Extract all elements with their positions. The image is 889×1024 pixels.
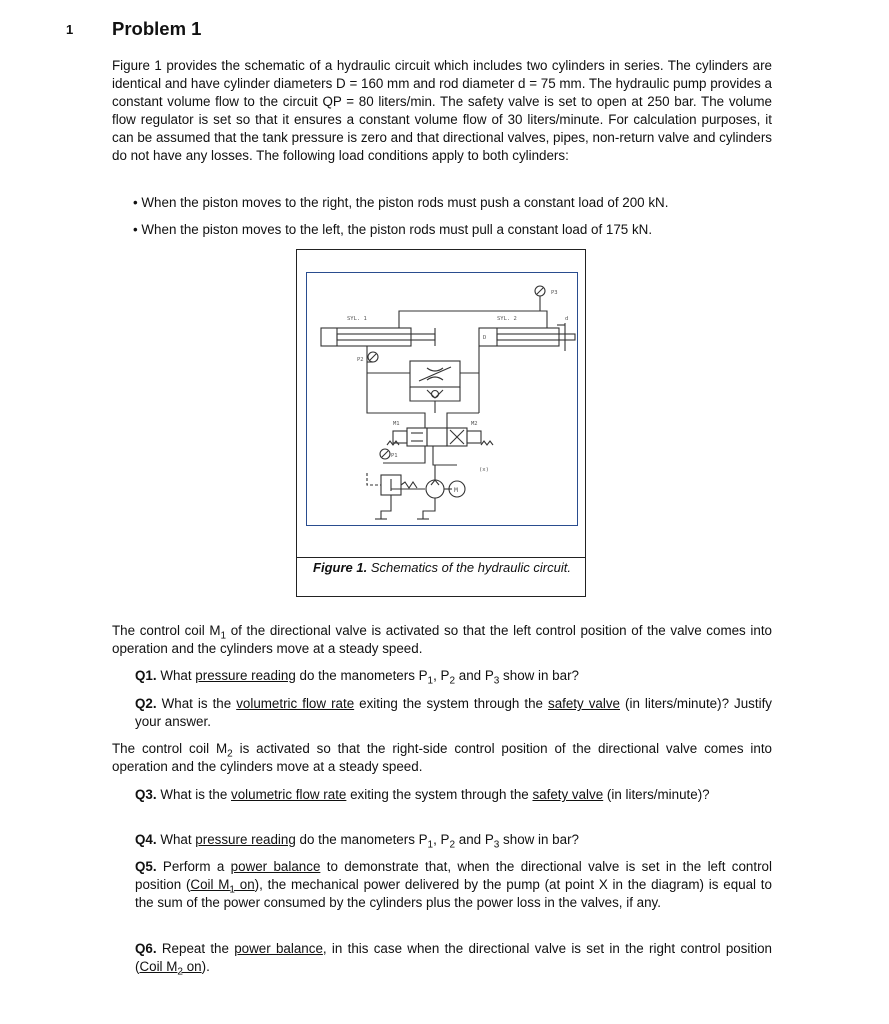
label-p3: P3 bbox=[551, 290, 558, 296]
q5-coil-b: on bbox=[234, 877, 255, 892]
caption-label: Figure 1. bbox=[313, 560, 368, 575]
q1-s1: 1 bbox=[427, 675, 434, 687]
caption-divider bbox=[297, 557, 585, 558]
figure-1 bbox=[296, 249, 586, 597]
load-condition-left: • When the piston moves to the left, the piston rods must pull a constant load of 175 kN. bbox=[133, 222, 653, 237]
label-p2: P2 bbox=[357, 357, 364, 363]
intro-paragraph: Figure 1 provides the schematic of a hydraulic circuit which includes two cylinders in series. The cylinders are identical and have cylinder diameters D = 160 mm and rod diameter d = 75 mm. The hydraulic pump provides a constant volume flow to the circuit QP = 80 liters/min. The safety valve is set to open at 250 bar. The volume flow regulator is set so that it ensures a constant volume flow of 30 liters/minute. For calculation purposes, it can be assumed that the tank pressure is zero and that directional valves, pipes, non-return valve and cylinders do not have any losses. The following load conditions apply to both cylinders: bbox=[112, 58, 772, 163]
q4-end: show in bar? bbox=[499, 832, 579, 847]
q1-pre: What bbox=[156, 668, 196, 683]
bullet-text: When the piston moves to the right, the piston rods must push a constant load of 200 kN. bbox=[141, 195, 669, 210]
coil-m1 bbox=[393, 431, 407, 443]
q3-link1: volumetric flow rate bbox=[231, 787, 347, 802]
label-cyl1: SYL. 1 bbox=[347, 316, 367, 322]
label-m2: M2 bbox=[471, 421, 478, 427]
q3-post: (in liters/minute)? bbox=[603, 787, 710, 802]
case2-text-b: is activated so that the right-side control position of the directional valve comes into operation and the cylinders move at a steady speed. bbox=[112, 741, 772, 774]
q6-coil-b: on bbox=[182, 959, 202, 974]
cylinder-1-rod bbox=[337, 334, 435, 340]
case2-sub: 2 bbox=[227, 748, 233, 760]
q6-coil-sub: 2 bbox=[177, 966, 183, 978]
question-4 bbox=[135, 831, 772, 849]
section-number: 1 bbox=[66, 22, 74, 37]
case-1-paragraph bbox=[112, 622, 772, 658]
q1-end: show in bar? bbox=[499, 668, 579, 683]
q1-s2: 2 bbox=[449, 675, 456, 687]
q5-link1: power balance bbox=[230, 859, 321, 874]
q5-post: ), the mechanical power delivered by the pump (at point X in the diagram) is equal to the sum of the power consumed by the cylinders plus the power loss in the valves, if any. bbox=[135, 877, 772, 910]
q5-coil-a: Coil M bbox=[190, 877, 230, 892]
q3-link2: safety valve bbox=[532, 787, 604, 802]
label-bore-d: D bbox=[483, 335, 487, 341]
q4-s2: 2 bbox=[449, 839, 456, 851]
q6-pre: Repeat the bbox=[156, 941, 235, 956]
q4-post: do the manometers P bbox=[295, 832, 428, 847]
q2-label: Q2. bbox=[135, 696, 157, 711]
q5-mid: to demonstrate that, when the directional valve is set in the left control position ( bbox=[135, 859, 772, 892]
case1-sub: 1 bbox=[220, 630, 227, 642]
q4-c2: and P bbox=[455, 832, 494, 847]
q6-coil-link bbox=[139, 959, 202, 978]
q4-label: Q4. bbox=[135, 832, 157, 847]
question-1 bbox=[135, 667, 772, 685]
hydraulic-schematic bbox=[306, 272, 578, 526]
q1-c2: and P bbox=[455, 668, 494, 683]
q5-coil-sub: 1 bbox=[229, 884, 235, 896]
q4-link: pressure reading bbox=[195, 832, 296, 847]
q4-pre: What bbox=[156, 832, 196, 847]
coil-m2 bbox=[467, 431, 481, 443]
q5-pre: Perform a bbox=[156, 859, 231, 874]
q4-s1: 1 bbox=[427, 839, 434, 851]
question-6 bbox=[135, 940, 772, 976]
problem-title: Problem 1 bbox=[112, 18, 202, 39]
q6-post: ). bbox=[201, 959, 210, 974]
q2-mid: exiting the system through the bbox=[354, 696, 548, 711]
cylinder-2-body bbox=[479, 328, 559, 346]
check-valve bbox=[432, 391, 439, 398]
case1-text-a: The control coil M bbox=[112, 623, 221, 638]
q2-link2: safety valve bbox=[548, 696, 621, 711]
q1-s3: 3 bbox=[493, 675, 500, 687]
q3-mid: exiting the system through the bbox=[346, 787, 533, 802]
label-rod-d: d bbox=[565, 316, 569, 322]
q1-c1: , P bbox=[433, 668, 450, 683]
question-3 bbox=[135, 786, 772, 804]
q6-label: Q6. bbox=[135, 941, 157, 956]
caption-text: Schematics of the hydraulic circuit. bbox=[367, 560, 571, 575]
cylinder-1-body bbox=[321, 328, 411, 346]
q2-pre: What is the bbox=[156, 696, 237, 711]
case-2-paragraph bbox=[112, 740, 772, 776]
case1-text-b: of the directional valve is activated so that the left control position of the valve comes into operation and the cylinders move at a steady speed. bbox=[112, 623, 772, 656]
label-p1: P1 bbox=[391, 453, 398, 459]
directional-valve-center bbox=[427, 428, 447, 446]
q5-coil-link bbox=[190, 877, 255, 896]
q6-link1: power balance bbox=[234, 941, 323, 956]
hydraulic-pump bbox=[426, 480, 444, 498]
directional-valve-left bbox=[407, 428, 427, 446]
q2-link1: volumetric flow rate bbox=[236, 696, 355, 711]
label-x: (x) bbox=[479, 467, 489, 473]
q4-s3: 3 bbox=[493, 839, 500, 851]
q1-post: do the manometers P bbox=[295, 668, 428, 683]
cylinder-2-rod bbox=[497, 334, 575, 340]
q3-label: Q3. bbox=[135, 787, 157, 802]
q5-label: Q5. bbox=[135, 859, 157, 874]
label-m1: M1 bbox=[393, 421, 400, 427]
hydraulic-circuit-diagram bbox=[307, 273, 577, 525]
question-2 bbox=[135, 695, 772, 731]
bullet-text: When the piston moves to the left, the piston rods must pull a constant load of 175 kN. bbox=[141, 222, 653, 237]
question-5 bbox=[135, 858, 772, 912]
q1-label: Q1. bbox=[135, 668, 157, 683]
q1-link: pressure reading bbox=[195, 668, 296, 683]
load-condition-right: • When the piston moves to the right, the piston rods must push a constant load of 200 kN. bbox=[133, 195, 669, 210]
q6-mid: , in this case when the directional valve is set in the right control position ( bbox=[135, 941, 772, 974]
q2-post: (in liters/minute)? Justify your answer. bbox=[135, 696, 772, 729]
q6-coil-a: Coil M bbox=[139, 959, 178, 974]
label-motor: M bbox=[454, 486, 458, 494]
case2-text-a: The control coil M bbox=[112, 741, 228, 756]
q3-pre: What is the bbox=[156, 787, 232, 802]
q4-c1: , P bbox=[433, 832, 450, 847]
figure-caption bbox=[311, 559, 573, 576]
label-cyl2: SYL. 2 bbox=[497, 316, 517, 322]
